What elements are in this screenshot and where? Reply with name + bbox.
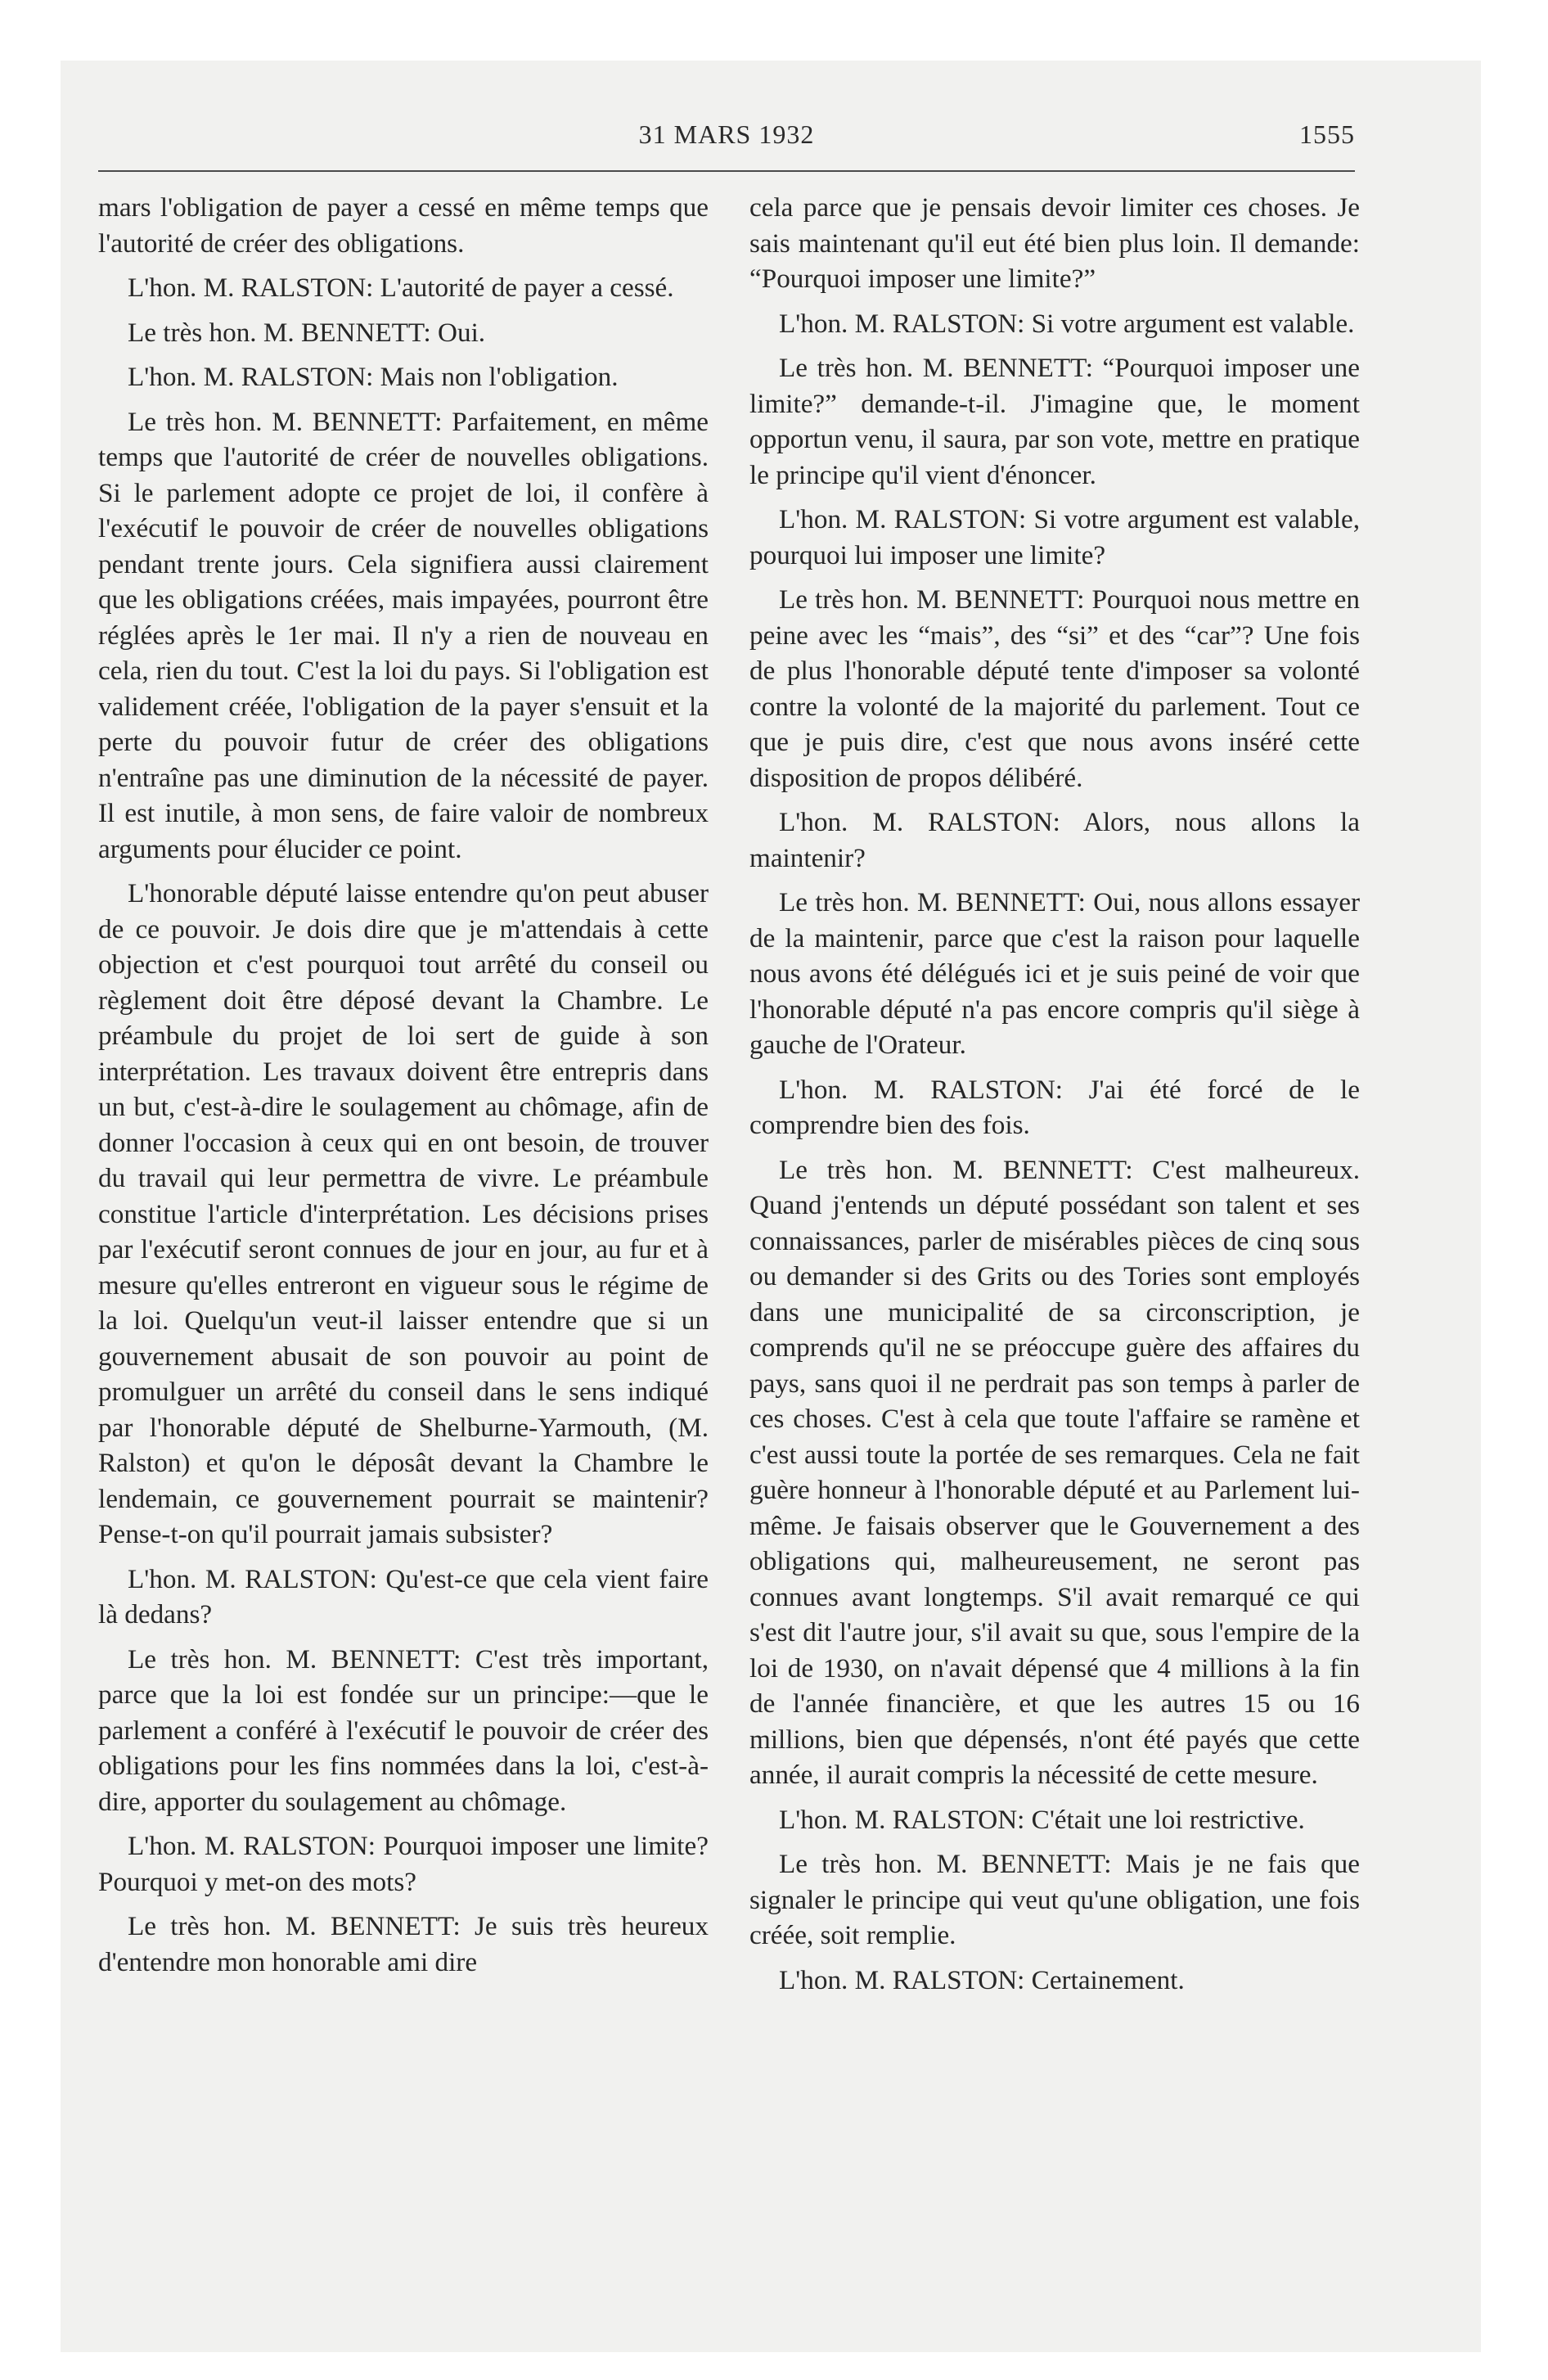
paragraph: L'hon. M. RALSTON: Alors, nous allons la maintenir?: [749, 807, 1360, 873]
paragraph: L'hon. M. RALSTON: Qu'est-ce que cela vient faire là dedans?: [98, 1563, 709, 1629]
header-date: 31 MARS 1932: [638, 119, 815, 149]
page-header: [98, 119, 1355, 156]
right-column: [749, 190, 1360, 2007]
paragraph: L'hon. M. RALSTON: J'ai été forcé de le comprendre bien des fois.: [749, 1074, 1360, 1140]
paragraph: L'hon. M. RALSTON: Mais non l'obligation.: [128, 362, 619, 392]
paragraph: L'hon. M. RALSTON: L'autorité de payer a cessé.: [128, 273, 674, 303]
page-number: 1555: [1299, 119, 1355, 149]
paragraph: L'hon. M. RALSTON: C'était une loi restrictive.: [779, 1804, 1305, 1835]
paragraph: L'hon. M. RALSTON: Certainement.: [779, 1964, 1185, 1995]
header-rule: [98, 170, 1355, 172]
paragraph: L'honorable député laisse entendre qu'on peut abuser de ce pouvoir. Je dois dire que je m'attendais à cette objection et c'est pourquoi tout arrêté du conseil ou règlement doit être déposé devant la Chambre. Le préambule du projet de loi sert de guide à son interprétation. Les travaux doivent être entrepris dans un but, c'est-à-dire le soulagement au chômage, afin de donner l'occasion à ceux qui en ont besoin, de trouver du travail qui leur permettra de vivre. Le préambule constitue l'article d'interprétation. Les décisions prises par l'exécutif seront connues de jour en jour, au fur et à mesure qu'elles entreront en vigueur sous le régime de la loi. Quelqu'un veut-il laisser entendre que si un gouvernement abusait de son pouvoir au point de promulguer un arrêté du conseil dans le sens indiqué par l'honorable député de Shelburne-Yarmouth, (M. Ralston) et qu'on le déposât devant la Chambre le lendemain, ce gouvernement pourrait se maintenir? Pense-t-on qu'il pourrait jamais subsister?: [98, 878, 709, 1549]
paragraph: Le très hon. M. BENNETT: Pourquoi nous mettre en peine avec les “mais”, des “si” et des “car”? Une fois de plus l'honorable député tente d'imposer sa volonté contre la volonté de la majorité du parlement. Tout ce que je puis dire, c'est que nous avons inséré cette disposition de propos délibéré.: [749, 584, 1360, 793]
paragraph: L'hon. M. RALSTON: Pourquoi imposer une limite? Pourquoi y met-on des mots?: [98, 1831, 709, 1897]
paragraph: Le très hon. M. BENNETT: Parfaitement, en même temps que l'autorité de créer de nouvelles obligations. Si le parlement adopte ce projet de loi, il confère à l'exécutif le pouvoir de créer de nouvelles obligations pendant trente jours. Cela signifiera aussi clairement que les obligations créées, mais impayées, pourront être réglées après le 1er mai. Il n'y a rien de nouveau en cela, rien du tout. C'est la loi du pays. Si l'obligation est validement créée, l'obligation de la payer s'ensuit et la perte du pouvoir futur de créer des obligations n'entraîne pas une diminution de la nécessité de payer. Il est inutile, à mon sens, de faire valoir de nombreux arguments pour élucider ce point.: [98, 406, 709, 864]
paragraph: Le très hon. M. BENNETT: C'est très important, parce que la loi est fondée sur un principe:—que le parlement a conféré à l'exécutif le pouvoir de créer des obligations pour les fins nommées dans la loi, c'est-à-dire, apporter du soulagement au chômage.: [98, 1643, 709, 1817]
paragraph: Le très hon. M. BENNETT: Je suis très heureux d'entendre mon honorable ami dire: [98, 1911, 709, 1977]
left-column: [98, 190, 709, 1989]
paragraph: Le très hon. M. BENNETT: Mais je ne fais que signaler le principe qui veut qu'une obligation, une fois créée, soit remplie.: [749, 1849, 1360, 1950]
paragraph: cela parce que je pensais devoir limiter ces choses. Je sais maintenant qu'il eut été bien plus loin. Il demande: “Pourquoi imposer une limite?”: [749, 192, 1360, 294]
paragraph: Le très hon. M. BENNETT: C'est malheureux. Quand j'entends un député possédant son talent et ses connaissances, parler de misérables pièces de cinq sous ou demander si des Grits ou des Tories sont employés dans une municipalité de sa circonscription, je comprends qu'il ne se préoccupe guère des affaires du pays, sans quoi il ne perdrait pas son temps à parler de ces choses. C'est à cela que toute l'affaire se ramène et c'est aussi toute la portée de ses remarques. Cela ne fait guère honneur à l'honorable député et au Parlement lui-même. Je faisais observer que le Gouvernement a des obligations qui, malheureusement, ne seront pas connues avant longtemps. S'il avait remarqué ce qui s'est dit l'autre jour, s'il avait su que, sous l'empire de la loi de 1930, on n'avait dépensé que 4 millions à la fin de l'année financière, et que les autres 15 ou 16 millions, bien que dépensés, n'ont été payés que cette année, il aurait compris la nécessité de cette mesure.: [749, 1154, 1360, 1790]
paragraph: Le très hon. M. BENNETT: Oui, nous allons essayer de la maintenir, parce que c'est la raison pour laquelle nous avons été délégués ici et je suis peiné de voir que l'honorable député n'a pas encore compris qu'il siège à gauche de l'Orateur.: [749, 887, 1360, 1060]
paragraph: Le très hon. M. BENNETT: “Pourquoi imposer une limite?” demande-t-il. J'imagine que, le moment opportun venu, il saura, par son vote, mettre en pratique le principe qu'il vient d'énoncer.: [749, 353, 1360, 490]
paragraph: L'hon. M. RALSTON: Si votre argument est valable, pourquoi lui imposer une limite?: [749, 504, 1360, 570]
paragraph: Le très hon. M. BENNETT: Oui.: [128, 317, 486, 348]
paragraph: mars l'obligation de payer a cessé en même temps que l'autorité de créer des obligations.: [98, 192, 709, 259]
paragraph: L'hon. M. RALSTON: Si votre argument est valable.: [779, 308, 1355, 339]
